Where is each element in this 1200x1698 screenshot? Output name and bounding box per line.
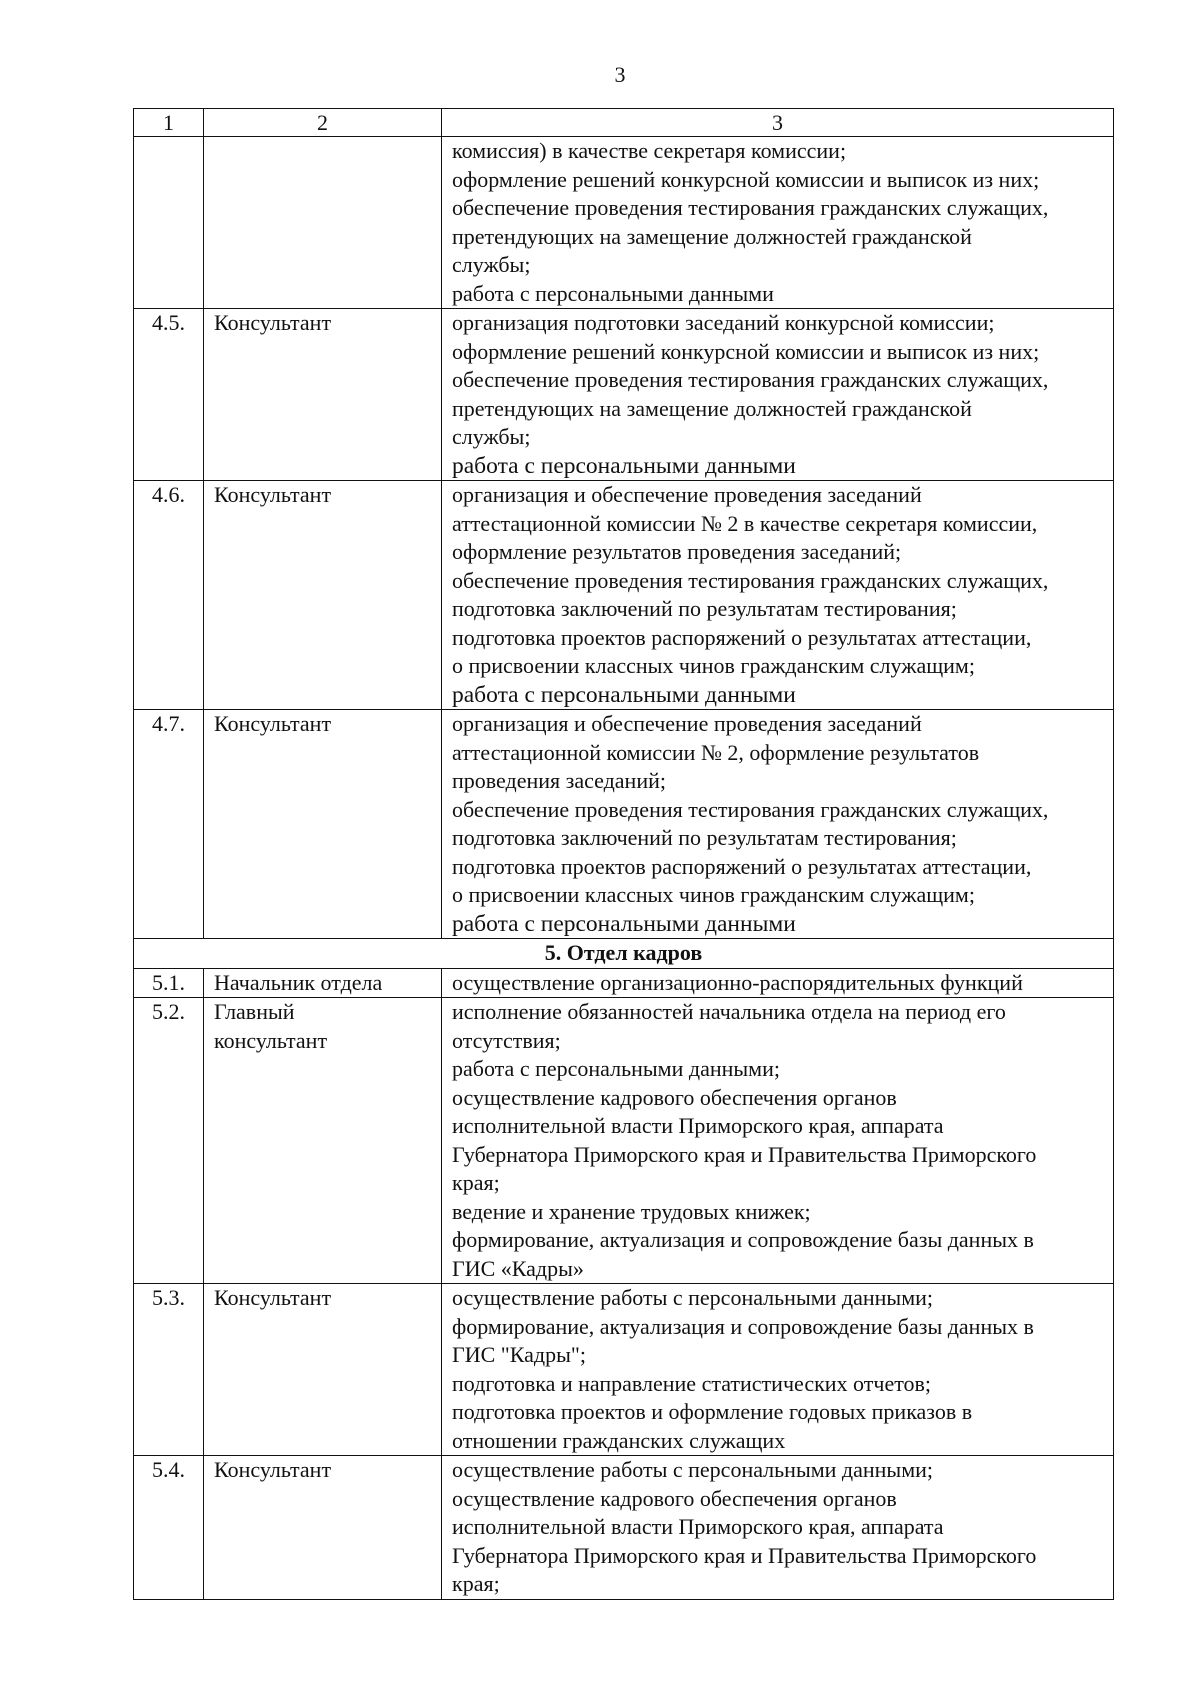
duty-line: исполнительной власти Приморского края, аппарата [452, 1113, 944, 1138]
duty-line: отношении гражданских служащих [452, 1427, 786, 1453]
duty-line: организация и обеспечение проведения заседаний [452, 482, 922, 507]
duties-cell [442, 968, 1114, 998]
row-number: 4.5. [134, 309, 204, 481]
position-line: Главный [214, 999, 295, 1024]
column-number-row [134, 109, 1114, 137]
duty-line: осуществление кадрового обеспечения органов [452, 1084, 897, 1110]
duty-line: работа с персональными данными [452, 681, 796, 708]
duty-line: ведение и хранение трудовых книжек; [452, 1198, 811, 1224]
position-line: Консультант [214, 711, 332, 736]
position-cell [204, 1284, 442, 1456]
table-row [134, 1284, 1114, 1456]
duty-line: осуществление организационно-распорядительных функций [452, 969, 1023, 995]
duties-cell [442, 1284, 1114, 1456]
duty-line: оформление результатов проведения заседаний; [452, 539, 902, 564]
duty-line: работа с персональными данными; [452, 1056, 780, 1081]
duties-cell [442, 710, 1114, 939]
table-row [134, 1456, 1114, 1600]
duty-line: подготовка заключений по результатам тестирования; [452, 825, 957, 850]
position-line: Консультант [214, 1285, 332, 1310]
duty-line: оформление решений конкурсной комиссии и выписок из них; [452, 166, 1040, 192]
table-row [134, 998, 1114, 1284]
duties-cell [442, 481, 1114, 710]
row-number: 5.2. [134, 998, 204, 1284]
section-row [134, 939, 1114, 969]
position-line: консультант [214, 1027, 328, 1053]
table-row [134, 309, 1114, 481]
duty-line: формирование, актуализация и сопровождение базы данных в [452, 1227, 1034, 1252]
duty-line: подготовка проектов и оформление годовых приказов в [452, 1399, 973, 1424]
duty-line: ГИС "Кадры"; [452, 1342, 586, 1367]
row-number [134, 137, 204, 309]
duty-line: осуществление работы с персональными данными; [452, 1285, 934, 1310]
duty-line: Губернатора Приморского края и Правительства Приморского [452, 1542, 1037, 1568]
duty-line: формирование, актуализация и сопровождение базы данных в [452, 1313, 1034, 1339]
row-number: 5.1. [134, 968, 204, 998]
position-cell [204, 968, 442, 998]
column-number-1: 1 [134, 109, 204, 137]
duty-line: обеспечение проведения тестирования гражданских служащих, [452, 567, 1049, 593]
duty-line: службы; [452, 252, 531, 277]
row-number: 4.6. [134, 481, 204, 710]
position-line: Начальник отдела [214, 969, 383, 995]
table-row [134, 137, 1114, 309]
duty-line: оформление решений конкурсной комиссии и выписок из них; [452, 338, 1040, 364]
duty-line: исполнительной власти Приморского края, аппарата [452, 1514, 944, 1539]
duties-cell [442, 309, 1114, 481]
column-number-3: 3 [442, 109, 1114, 137]
position-line: Консультант [214, 482, 332, 507]
table-row [134, 710, 1114, 939]
row-number: 5.3. [134, 1284, 204, 1456]
section-title: 5. Отдел кадров [134, 939, 1114, 969]
page-number: 3 [614, 62, 626, 87]
row-number: 4.7. [134, 710, 204, 939]
duty-line: исполнение обязанностей начальника отдела на период его [452, 999, 1006, 1024]
duty-line: ГИС «Кадры» [452, 1255, 584, 1281]
duty-line: осуществление работы с персональными данными; [452, 1457, 934, 1482]
duty-line: претендующих на замещение должностей гражданской [452, 223, 972, 249]
duty-line: отсутствия; [452, 1027, 561, 1053]
duty-line: претендующих на замещение должностей гражданской [452, 395, 972, 421]
position-cell [204, 309, 442, 481]
duty-line: подготовка и направление статистических отчетов; [452, 1370, 932, 1396]
duty-line: подготовка проектов распоряжений о результатах аттестации, [452, 624, 1032, 650]
position-cell [204, 481, 442, 710]
duty-line: службы; [452, 424, 531, 449]
duty-line: аттестационной комиссии № 2, оформление результатов [452, 739, 980, 765]
table-row [134, 481, 1114, 710]
position-cell [204, 998, 442, 1284]
table-row [134, 968, 1114, 998]
duty-line: проведения заседаний; [452, 768, 666, 793]
duty-line: организация и обеспечение проведения заседаний [452, 711, 922, 736]
duties-cell [442, 998, 1114, 1284]
duty-line: работа с персональными данными [452, 280, 774, 306]
row-number: 5.4. [134, 1456, 204, 1600]
position-cell [204, 137, 442, 309]
duty-line: о присвоении классных чинов гражданским служащим; [452, 882, 975, 907]
duty-line: края; [452, 1571, 500, 1596]
duties-cell [442, 1456, 1114, 1600]
duty-line: организация подготовки заседаний конкурсной комиссии; [452, 310, 995, 335]
duty-line: комиссия) в качестве секретаря комиссии; [452, 138, 847, 163]
position-cell [204, 1456, 442, 1600]
column-number-2: 2 [204, 109, 442, 137]
duty-line: Губернатора Приморского края и Правительства Приморского [452, 1141, 1037, 1167]
duty-line: работа с персональными данными [452, 910, 796, 937]
duty-line: аттестационной комиссии № 2 в качестве секретаря комиссии, [452, 510, 1038, 536]
duty-line: осуществление кадрового обеспечения органов [452, 1485, 897, 1511]
position-line: Консультант [214, 1457, 332, 1482]
duty-line: подготовка заключений по результатам тестирования; [452, 596, 957, 621]
duty-line: подготовка проектов распоряжений о результатах аттестации, [452, 853, 1032, 879]
position-line: Консультант [214, 310, 332, 335]
duty-line: работа с персональными данными [452, 452, 796, 479]
duties-cell [442, 137, 1114, 309]
duty-line: обеспечение проведения тестирования гражданских служащих, [452, 796, 1049, 822]
duty-line: края; [452, 1170, 500, 1195]
duty-line: о присвоении классных чинов гражданским служащим; [452, 653, 975, 678]
position-cell [204, 710, 442, 939]
duties-table [133, 108, 1114, 1600]
duty-line: обеспечение проведения тестирования гражданских служащих, [452, 195, 1049, 220]
duty-line: обеспечение проведения тестирования гражданских служащих, [452, 367, 1049, 392]
